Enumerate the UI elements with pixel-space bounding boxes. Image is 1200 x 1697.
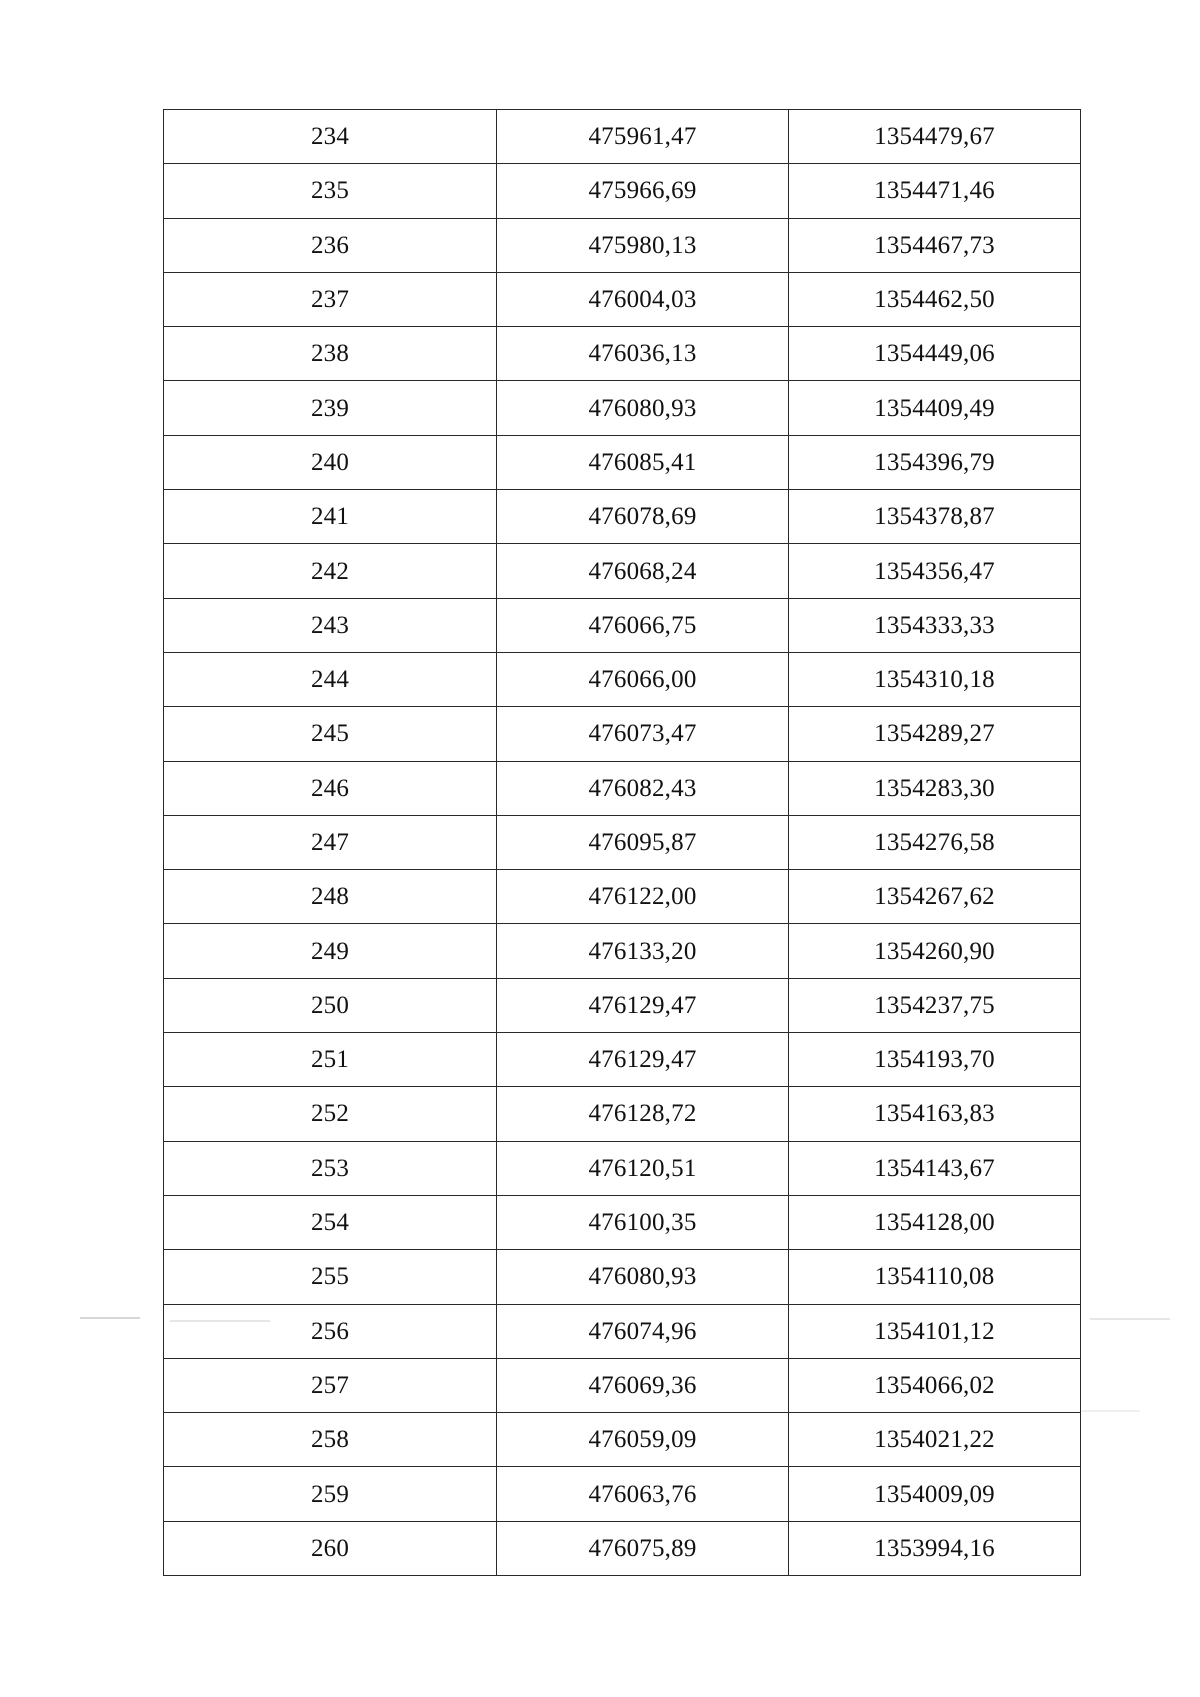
table-row [164, 1250, 1081, 1304]
y-coordinate-cell: 1354289,27 [789, 707, 1081, 761]
point-number-cell: 259 [164, 1467, 497, 1521]
x-coordinate-cell: 476073,47 [497, 707, 789, 761]
y-coordinate-cell: 1354471,46 [789, 164, 1081, 218]
y-coordinate-cell: 1354467,73 [789, 218, 1081, 272]
scan-artifact [1090, 1318, 1170, 1320]
y-coordinate-cell: 1354101,12 [789, 1304, 1081, 1358]
scan-artifact [80, 1317, 140, 1319]
x-coordinate-cell: 476129,47 [497, 978, 789, 1032]
x-coordinate-cell: 476004,03 [497, 272, 789, 326]
x-coordinate-cell: 475966,69 [497, 164, 789, 218]
point-number-cell: 247 [164, 815, 497, 869]
point-number-cell: 256 [164, 1304, 497, 1358]
x-coordinate-cell: 476133,20 [497, 924, 789, 978]
y-coordinate-cell: 1354283,30 [789, 761, 1081, 815]
x-coordinate-cell: 476128,72 [497, 1087, 789, 1141]
x-coordinate-cell: 476078,69 [497, 490, 789, 544]
table-row [164, 1304, 1081, 1358]
y-coordinate-cell: 1354449,06 [789, 327, 1081, 381]
x-coordinate-cell: 475961,47 [497, 110, 789, 164]
point-number-cell: 248 [164, 870, 497, 924]
coordinates-table [163, 109, 1081, 1576]
table-row [164, 1033, 1081, 1087]
x-coordinate-cell: 476082,43 [497, 761, 789, 815]
table-row [164, 1413, 1081, 1467]
point-number-cell: 237 [164, 272, 497, 326]
table-row [164, 978, 1081, 1032]
x-coordinate-cell: 476080,93 [497, 381, 789, 435]
point-number-cell: 252 [164, 1087, 497, 1141]
x-coordinate-cell: 476068,24 [497, 544, 789, 598]
y-coordinate-cell: 1354462,50 [789, 272, 1081, 326]
point-number-cell: 251 [164, 1033, 497, 1087]
table-row [164, 1467, 1081, 1521]
x-coordinate-cell: 476066,75 [497, 598, 789, 652]
y-coordinate-cell: 1354396,79 [789, 435, 1081, 489]
x-coordinate-cell: 476059,09 [497, 1413, 789, 1467]
table-row [164, 544, 1081, 598]
point-number-cell: 246 [164, 761, 497, 815]
table-row [164, 707, 1081, 761]
x-coordinate-cell: 476080,93 [497, 1250, 789, 1304]
x-coordinate-cell: 476066,00 [497, 652, 789, 706]
point-number-cell: 242 [164, 544, 497, 598]
table-row [164, 110, 1081, 164]
y-coordinate-cell: 1354356,47 [789, 544, 1081, 598]
y-coordinate-cell: 1354333,33 [789, 598, 1081, 652]
y-coordinate-cell: 1354479,67 [789, 110, 1081, 164]
table-row [164, 490, 1081, 544]
y-coordinate-cell: 1354163,83 [789, 1087, 1081, 1141]
table-row [164, 435, 1081, 489]
point-number-cell: 254 [164, 1195, 497, 1249]
table-row [164, 1358, 1081, 1412]
table-row [164, 870, 1081, 924]
y-coordinate-cell: 1354143,67 [789, 1141, 1081, 1195]
y-coordinate-cell: 1354128,00 [789, 1195, 1081, 1249]
x-coordinate-cell: 476074,96 [497, 1304, 789, 1358]
table-row [164, 652, 1081, 706]
point-number-cell: 234 [164, 110, 497, 164]
y-coordinate-cell: 1354276,58 [789, 815, 1081, 869]
y-coordinate-cell: 1354378,87 [789, 490, 1081, 544]
x-coordinate-cell: 476129,47 [497, 1033, 789, 1087]
y-coordinate-cell: 1354193,70 [789, 1033, 1081, 1087]
x-coordinate-cell: 476100,35 [497, 1195, 789, 1249]
table-row [164, 924, 1081, 978]
x-coordinate-cell: 476085,41 [497, 435, 789, 489]
x-coordinate-cell: 476122,00 [497, 870, 789, 924]
point-number-cell: 260 [164, 1521, 497, 1575]
y-coordinate-cell: 1354237,75 [789, 978, 1081, 1032]
y-coordinate-cell: 1354066,02 [789, 1358, 1081, 1412]
table-row [164, 327, 1081, 381]
point-number-cell: 253 [164, 1141, 497, 1195]
x-coordinate-cell: 476036,13 [497, 327, 789, 381]
table-row [164, 381, 1081, 435]
point-number-cell: 257 [164, 1358, 497, 1412]
table-row [164, 164, 1081, 218]
y-coordinate-cell: 1354009,09 [789, 1467, 1081, 1521]
y-coordinate-cell: 1353994,16 [789, 1521, 1081, 1575]
point-number-cell: 245 [164, 707, 497, 761]
y-coordinate-cell: 1354110,08 [789, 1250, 1081, 1304]
point-number-cell: 235 [164, 164, 497, 218]
point-number-cell: 238 [164, 327, 497, 381]
point-number-cell: 258 [164, 1413, 497, 1467]
table-row [164, 598, 1081, 652]
y-coordinate-cell: 1354310,18 [789, 652, 1081, 706]
point-number-cell: 255 [164, 1250, 497, 1304]
x-coordinate-cell: 476075,89 [497, 1521, 789, 1575]
table-row [164, 1087, 1081, 1141]
table-row [164, 1141, 1081, 1195]
point-number-cell: 250 [164, 978, 497, 1032]
point-number-cell: 241 [164, 490, 497, 544]
y-coordinate-cell: 1354021,22 [789, 1413, 1081, 1467]
y-coordinate-cell: 1354260,90 [789, 924, 1081, 978]
table-row [164, 1521, 1081, 1575]
x-coordinate-cell: 476120,51 [497, 1141, 789, 1195]
point-number-cell: 240 [164, 435, 497, 489]
x-coordinate-cell: 476095,87 [497, 815, 789, 869]
point-number-cell: 243 [164, 598, 497, 652]
table-row [164, 218, 1081, 272]
table-row [164, 1195, 1081, 1249]
y-coordinate-cell: 1354267,62 [789, 870, 1081, 924]
point-number-cell: 244 [164, 652, 497, 706]
point-number-cell: 236 [164, 218, 497, 272]
scan-artifact [1080, 1410, 1140, 1412]
x-coordinate-cell: 475980,13 [497, 218, 789, 272]
point-number-cell: 239 [164, 381, 497, 435]
x-coordinate-cell: 476063,76 [497, 1467, 789, 1521]
table-row [164, 761, 1081, 815]
point-number-cell: 249 [164, 924, 497, 978]
y-coordinate-cell: 1354409,49 [789, 381, 1081, 435]
coordinates-table-body [164, 110, 1081, 1576]
table-row [164, 815, 1081, 869]
x-coordinate-cell: 476069,36 [497, 1358, 789, 1412]
table-row [164, 272, 1081, 326]
